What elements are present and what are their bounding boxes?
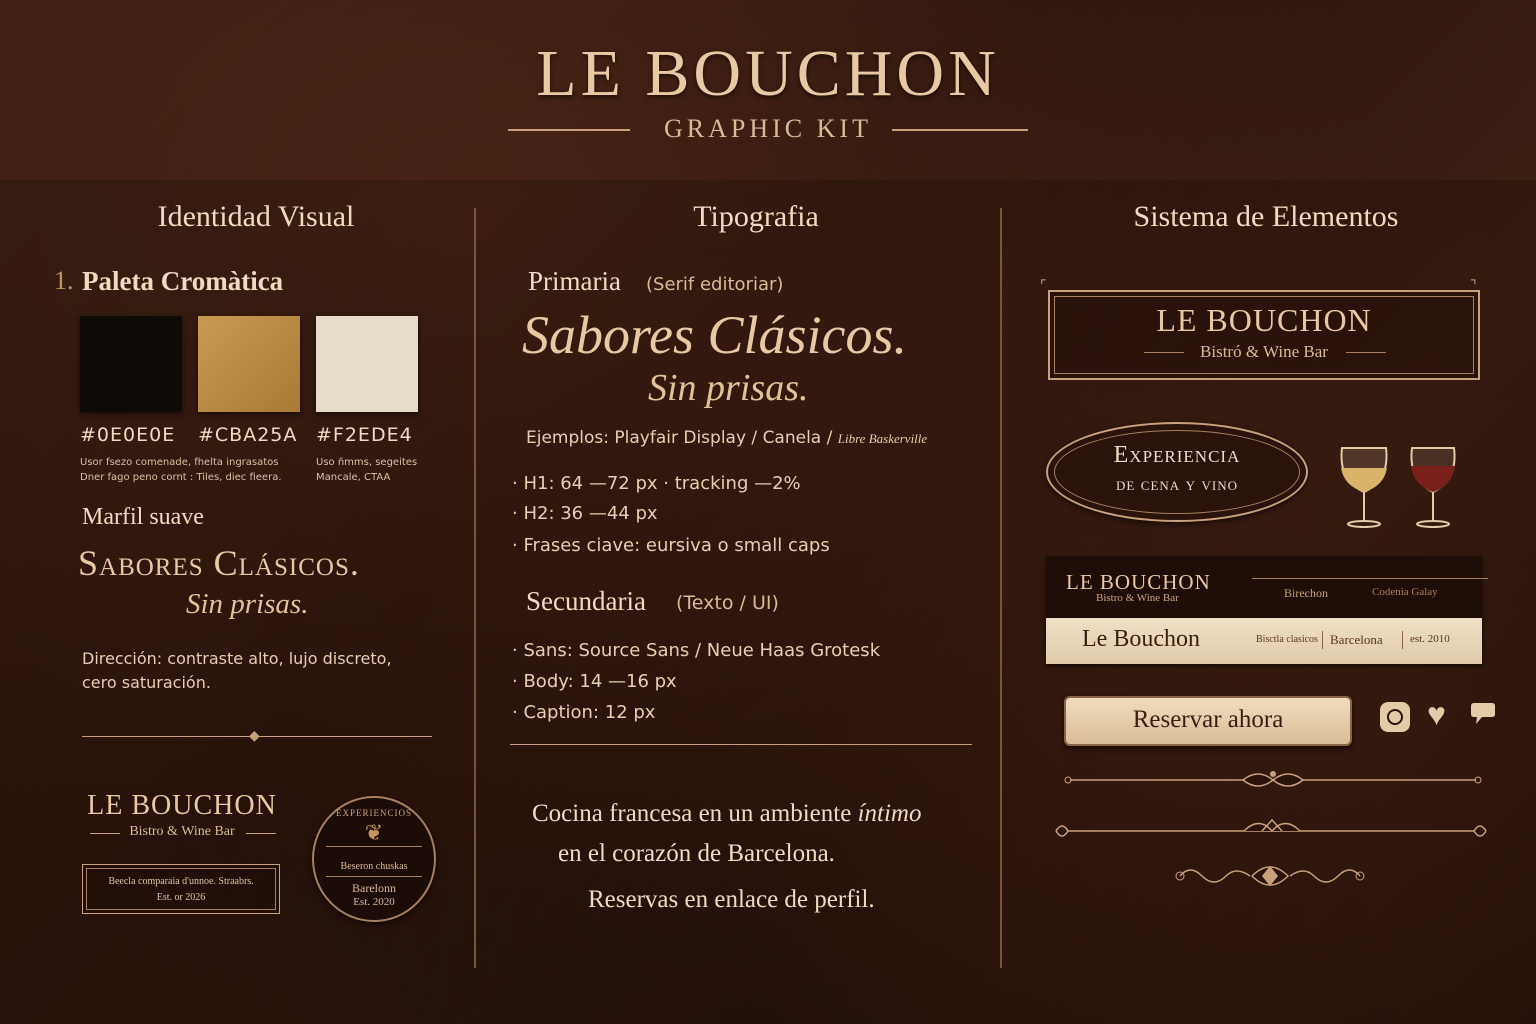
experience-badge (1046, 422, 1308, 522)
swatch-hex-ivory: #F2EDE4 (316, 424, 413, 446)
examples-italic: Libre Baskerville (837, 431, 928, 446)
swatch-hex-black: #0E0E0E (80, 424, 176, 446)
secondary-bullets (512, 635, 880, 728)
elements-column-title: Sistema de Elementos (1133, 200, 1399, 233)
framed-logo (1048, 290, 1480, 380)
swatch-gold (198, 316, 300, 412)
logo-rule-right (246, 833, 276, 834)
label-card-line2: Est. or 2026 (156, 892, 206, 903)
direction-line1: Dirección: contraste alto, lujo discreto, (82, 649, 392, 668)
secondary-bullet: · Body: 14 —16 px (512, 671, 677, 692)
usage-note-left (80, 455, 310, 485)
framed-logo-title: LE BOUCHON (1156, 302, 1372, 338)
identity-logo-sub: Bistro & Wine Bar (129, 824, 235, 839)
column-divider-2 (1000, 208, 1002, 968)
primary-sample-sub: Sin prisas. (648, 367, 809, 409)
column-divider-1 (474, 208, 476, 968)
logo-rule-left (90, 833, 120, 834)
chat-icon[interactable] (1468, 702, 1498, 730)
corner-flourish-icon: ⌝ (1470, 279, 1477, 294)
usage-left-line1: Usor fsezo comenade, fhelta ingrasatos (80, 457, 279, 468)
bar-light-item1: Bisctla clasicos (1256, 634, 1318, 645)
swatch-black (80, 316, 182, 412)
ornament-diamond-icon: ◆ (249, 729, 260, 744)
ornament-divider-1 (1060, 766, 1486, 794)
corner-flourish-icon: ⌜ (1040, 279, 1047, 294)
seal-top-text: EXPERIENCIOS (335, 808, 412, 818)
copy-line-1b: íntimo (857, 800, 922, 827)
label-card-line1: Beecla comparaia d'unnoe. Straabrs. (108, 876, 254, 887)
ornament-flourish (1170, 856, 1370, 896)
ornament-divider-2 (1054, 816, 1488, 846)
bar-dark-right1: Birechon (1284, 586, 1328, 600)
secondary-bullet: · Sans: Source Sans / Neue Haas Grotesk (512, 640, 881, 661)
primary-bullet: · H1: 64 —72 px · tracking —2% (512, 473, 801, 494)
heart-icon[interactable]: ♥ (1427, 696, 1446, 732)
bar-light-title: Le Bouchon (1082, 626, 1200, 652)
bar-dark-rule (1252, 578, 1488, 579)
usage-note-right (316, 455, 436, 485)
seal-city: Barelonn (352, 881, 396, 895)
secondary-bullet: · Caption: 12 px (512, 702, 656, 723)
copy-line-1 (532, 800, 921, 828)
primary-bullet: · Frases ciave: eursiva o small caps (512, 535, 830, 556)
wine-glass-white-icon (1341, 448, 1387, 527)
usage-right-line1: Uso ñmms, segeites (316, 457, 418, 468)
brand-title: LE BOUCHON (536, 37, 1000, 110)
seal-mid-text: Beseron chuskas (340, 861, 408, 872)
bar-light-item2: Barcelona (1330, 632, 1383, 647)
font-examples (526, 428, 927, 448)
palette-title: Paleta Cromàtica (82, 266, 284, 296)
grape-icon: ❦ (364, 820, 384, 845)
identity-seal (312, 796, 436, 922)
bar-dark-sub: Bistro & Wine Bar (1096, 592, 1179, 604)
direction-line2: cero saturación. (82, 673, 211, 692)
primary-label: Primaria (528, 266, 621, 296)
swatch-ivory (316, 316, 418, 412)
framed-logo-sub: Bistró & Wine Bar (1200, 342, 1328, 361)
badge-line-2: de cena y vino (1115, 474, 1239, 494)
typography-rule (510, 744, 972, 745)
typography-column-title: Tipografia (693, 200, 819, 233)
examples-sep: / Canela / (746, 428, 838, 448)
kit-subtitle: GRAPHIC KIT (664, 114, 872, 143)
primary-sample-heading: Sabores Clásicos. (522, 305, 908, 365)
bar-light-item3: est. 2010 (1410, 633, 1450, 645)
secondary-label: Secundaria (526, 586, 646, 616)
primary-bullet: · H2: 36 —44 px (512, 503, 658, 524)
copy-line-1a: Cocina francesa en un ambiente (532, 800, 858, 827)
header-rule-right (892, 129, 1028, 131)
copy-line-3: Reservas en enlace de perfil. (588, 886, 875, 913)
section-number: 1. (54, 266, 74, 295)
primary-bullets (512, 469, 830, 561)
identity-sample-sub: Sin prisas. (186, 588, 309, 620)
marfil-label: Marfil suave (82, 504, 204, 530)
usage-left-line2: Dner fago peno cornt : Tiles, diec fieera. (80, 472, 282, 483)
secondary-note: (Texto / UI) (676, 592, 779, 614)
identity-sample-heading: Sabores Clásicos. (78, 543, 360, 583)
primary-note: (Serif editoriar) (646, 274, 784, 295)
identity-label-card (82, 864, 280, 914)
header-bar-dark (1046, 556, 1482, 618)
seal-est: Est. 2020 (353, 896, 395, 908)
wine-glasses (1334, 442, 1464, 530)
header-bar-light (1046, 618, 1482, 664)
instagram-icon[interactable] (1380, 702, 1410, 732)
wine-glass-red-icon (1411, 448, 1455, 527)
identity-column-title: Identidad Visual (157, 200, 355, 233)
usage-right-line2: Mancale, CTAA (316, 472, 391, 483)
identity-logo-title: LE BOUCHON (87, 790, 277, 821)
swatch-hex-gold: #CBA25A (198, 424, 298, 446)
direction-note (82, 647, 392, 695)
bar-dark-right2: Codenia Galay (1372, 586, 1438, 598)
reserve-button[interactable]: Reservar ahora (1064, 696, 1352, 746)
badge-line-1: Experiencia (1113, 442, 1241, 468)
bar-dark-title: LE BOUCHON (1066, 570, 1211, 594)
copy-line-2: en el corazón de Barcelona. (558, 840, 835, 867)
examples-prefix: Ejemplos: Playfair Display (526, 428, 747, 448)
